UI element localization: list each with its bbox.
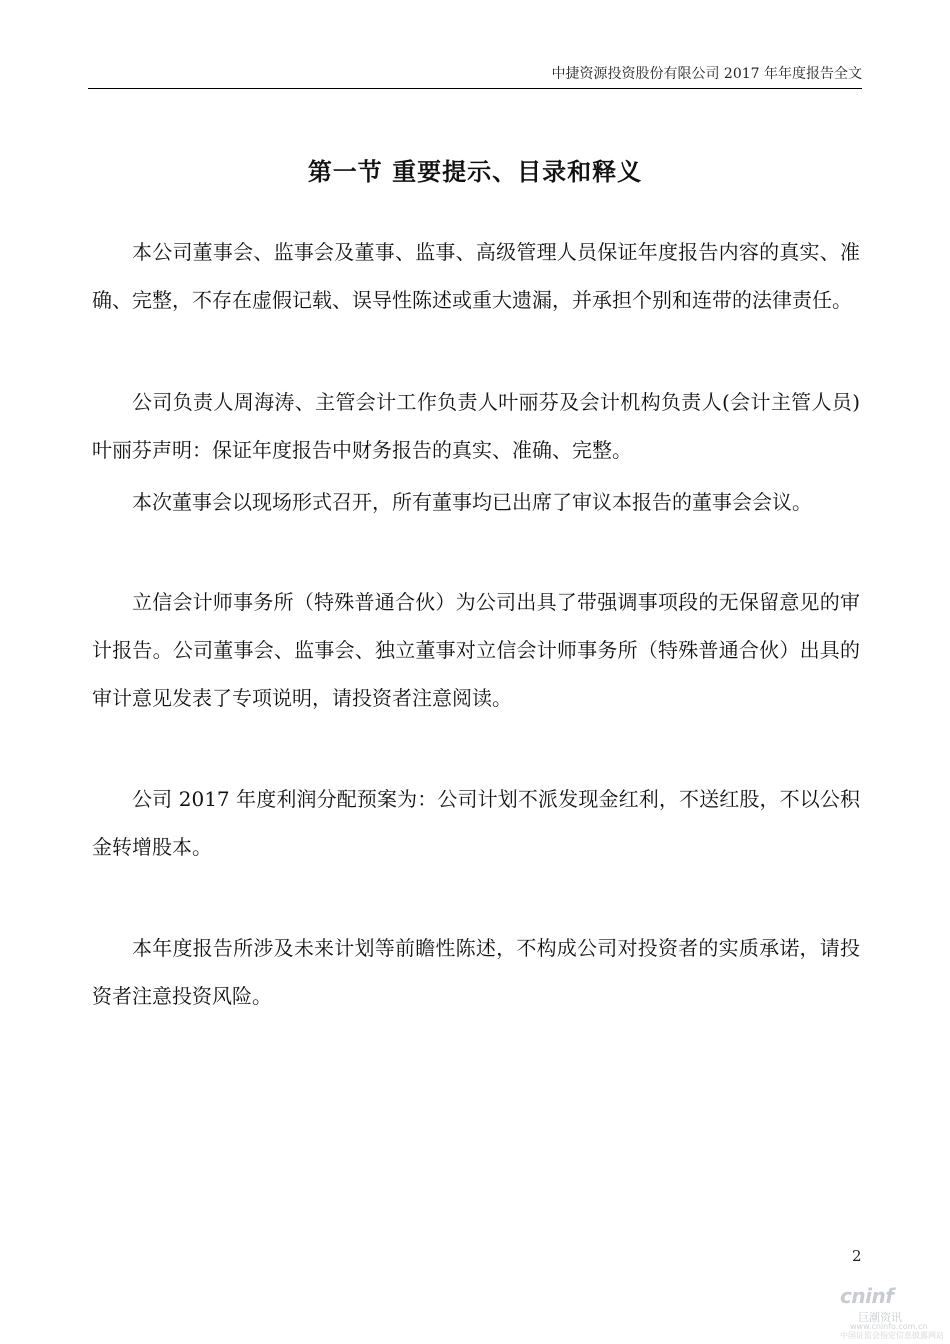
paragraph-responsibility: 本公司董事会、监事会及董事、监事、高级管理人员保证年度报告内容的真实、准确、完整，不存在虚假记载、误导性陈述或重大遗漏，并承担个别和连带的法律责任。 xyxy=(92,240,860,312)
paragraph-board-meeting: 本次董事会以现场形式召开，所有董事均已出席了审议本报告的董事会会议。 xyxy=(132,490,812,514)
header-rule xyxy=(88,88,862,89)
page-number: 2 xyxy=(852,1247,862,1265)
running-header: 中捷资源投资股份有限公司 2017 年年度报告全文 xyxy=(551,66,862,82)
paragraph-profit-distribution: 公司 2017 年度利润分配预案为：公司计划不派发现金红利，不送红股，不以公积金转增股本。 xyxy=(92,787,860,859)
paragraph-audit-opinion: 立信会计师事务所（特殊普通合伙）为公司出具了带强调事项段的无保留意见的审计报告。公司董事会、监事会、独立董事对立信会计师事务所（特殊普通合伙）出具的审计意见发表了专项说明，请投资者注意阅读。 xyxy=(92,590,860,710)
watermark-footer: 中国证监会指定信息披露网站 xyxy=(840,1331,944,1340)
watermark-brand: cninf xyxy=(840,1284,894,1308)
watermark-chinese: 巨潮资讯 xyxy=(858,1311,902,1324)
section-title: 第一节 重要提示、目录和释义 xyxy=(307,158,643,186)
cninfo-watermark xyxy=(840,1284,944,1340)
watermark-url: www.cninfo.com.cn xyxy=(850,1322,928,1331)
paragraph-declaration: 公司负责人周海涛、主管会计工作负责人叶丽芬及会计机构负责人(会计主管人员)叶丽芬声明：保证年度报告中财务报告的真实、准确、完整。 xyxy=(92,390,860,462)
paragraph-risk-notice: 本年度报告所涉及未来计划等前瞻性陈述，不构成公司对投资者的实质承诺，请投资者注意投资风险。 xyxy=(92,936,860,1008)
